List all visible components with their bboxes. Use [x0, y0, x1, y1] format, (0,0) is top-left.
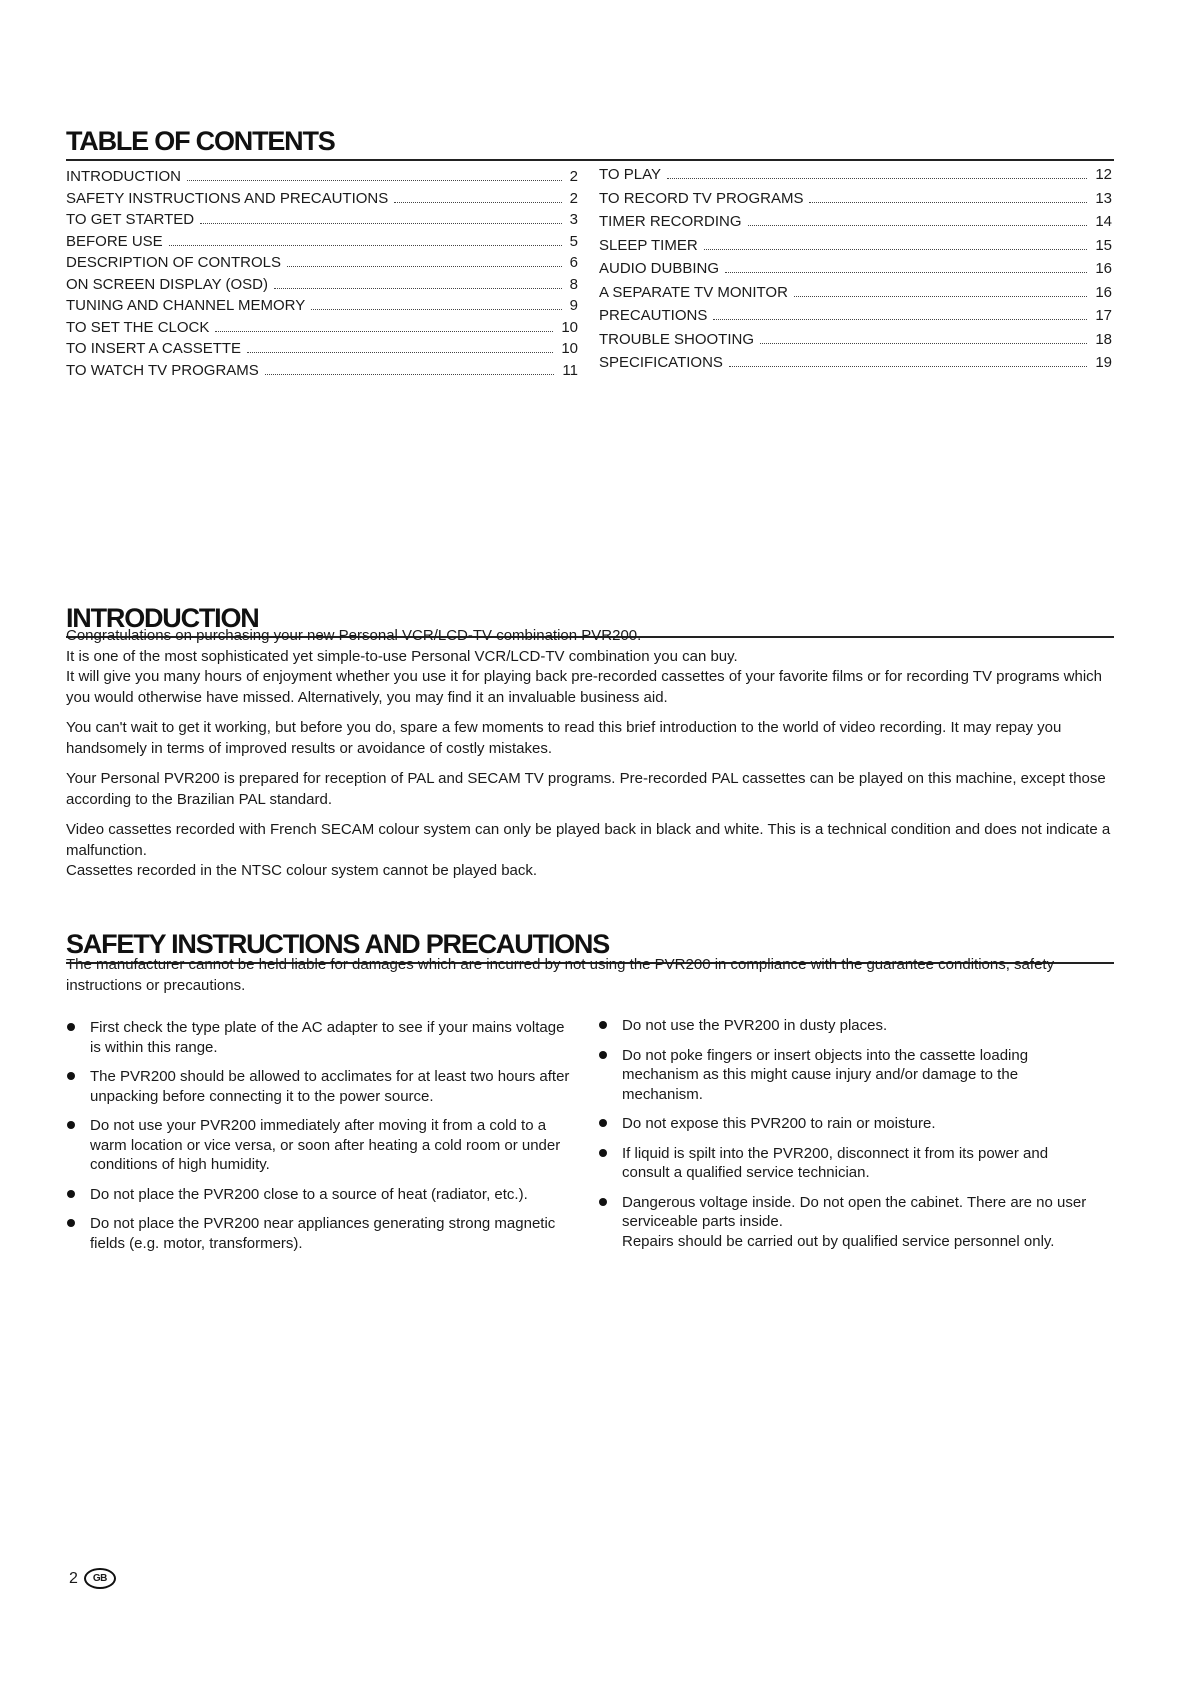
bullet-text: Do not use your PVR200 immediately after moving it from a cold to a warm location or vice versa, or soon after heating a cold room or under conditions of high humidity.: [90, 1117, 561, 1173]
toc-entry-label: TO INSERT A CASSETTE: [66, 340, 242, 357]
toc-leader-dots: [394, 187, 561, 203]
toc-entry[interactable]: [599, 304, 1112, 328]
toc-entry-page: 9: [569, 297, 578, 314]
list-item: [598, 1193, 1098, 1252]
list-item: [66, 1116, 578, 1175]
toc-entry-page: 16: [1095, 283, 1112, 301]
country-badge-icon: GB: [84, 1568, 116, 1589]
intro-paragraph: It will give you many hours of enjoyment whether you use it for playing back pre-recorded cassettes of your favorite films or for recording TV programs which you would otherwise have missed. Alternatively, you may find it an invaluable business aid.: [66, 668, 1103, 706]
toc-entry[interactable]: [599, 351, 1112, 375]
bullet-icon: [599, 1051, 607, 1059]
toc-entry[interactable]: [599, 281, 1112, 305]
toc-entry-label: TIMER RECORDING: [599, 213, 742, 230]
page-footer: [69, 1568, 116, 1589]
list-item: [598, 1016, 1098, 1036]
bullet-text: Dangerous voltage inside. Do not open the cabinet. There are no user serviceable parts inside.: [622, 1193, 1087, 1230]
toc-entry-page: 15: [1095, 236, 1112, 254]
toc-entry-page: 16: [1095, 260, 1112, 277]
toc-entry[interactable]: [66, 208, 578, 230]
toc-entry[interactable]: [599, 163, 1112, 187]
toc-entry-page: 19: [1095, 354, 1112, 371]
bullet-icon: [67, 1023, 75, 1031]
toc-entry[interactable]: [599, 257, 1112, 281]
intro-paragraph: It is one of the most sophisticated yet simple-to-use Personal VCR/LCD-TV combination you can buy.: [66, 647, 738, 665]
toc-entry-label: TO PLAY: [599, 166, 661, 183]
toc-entry-page: 13: [1095, 189, 1112, 207]
toc-leader-dots: [809, 187, 1087, 203]
bullet-icon: [599, 1021, 607, 1029]
toc-leader-dots: [729, 351, 1087, 367]
bullet-icon: [599, 1198, 607, 1206]
bullet-text: First check the type plate of the AC adapter to see if your mains voltage is within this range.: [90, 1019, 565, 1056]
toc-entry[interactable]: [66, 165, 578, 187]
toc-heading: TABLE OF CONTENTS: [66, 126, 1114, 161]
toc-entry-label: TROUBLE SHOOTING: [599, 330, 755, 348]
bullet-text: Do not place the PVR200 close to a source of heat (radiator, etc.).: [90, 1185, 528, 1203]
toc-entry-label: BEFORE USE: [66, 232, 163, 250]
toc-entry-label: SLEEP TIMER: [599, 236, 698, 254]
list-item: [598, 1144, 1098, 1183]
intro-paragraph: Congratulations on purchasing your new Personal VCR/LCD-TV combination PVR200.: [66, 627, 642, 644]
introduction-heading: INTRODUCTION: [66, 603, 1114, 638]
toc-entry[interactable]: [66, 316, 578, 338]
toc-entry[interactable]: [599, 328, 1112, 352]
page-number: 2: [69, 1569, 78, 1587]
toc-entry-label: TO GET STARTED: [66, 211, 195, 228]
toc-entry[interactable]: [66, 359, 578, 381]
toc-entry-page: 8: [569, 275, 578, 293]
toc-entry-page: 14: [1095, 213, 1112, 230]
toc-leader-dots: [713, 304, 1087, 320]
toc-entry-label: TO RECORD TV PROGRAMS: [599, 189, 804, 207]
list-item: [66, 1018, 578, 1057]
toc-entry[interactable]: [66, 187, 578, 209]
toc-left-column: [66, 165, 578, 380]
bullet-text: If liquid is spilt into the PVR200, disconnect it from its power and consult a qualified service technician.: [622, 1144, 1049, 1181]
bullet-icon: [599, 1119, 607, 1127]
toc-leader-dots: [200, 208, 562, 224]
toc-entry[interactable]: [66, 337, 578, 359]
toc-entry-page: 2: [569, 168, 578, 185]
toc-entry-label: DESCRIPTION OF CONTROLS: [66, 254, 282, 271]
bullet-text: Do not use the PVR200 in dusty places.: [622, 1017, 888, 1034]
intro-paragraph: Cassettes recorded in the NTSC colour system cannot be played back.: [66, 862, 538, 879]
toc-leader-dots: [311, 294, 561, 310]
toc-entry-page: 11: [562, 361, 578, 379]
toc-entry-page: 6: [569, 254, 578, 271]
toc-leader-dots: [274, 273, 562, 289]
toc-leader-dots: [760, 328, 1087, 344]
toc-entry[interactable]: [66, 294, 578, 316]
intro-paragraph: You can't wait to get it working, but before you do, spare a few moments to read this brief introduction to the world of video recording. It may repay you handsomely in terms of improved results or avoidance of costly mistakes.: [66, 719, 1062, 757]
toc-entry-page: 10: [561, 318, 578, 336]
toc-leader-dots: [187, 165, 562, 181]
toc-entry-page: 3: [569, 211, 578, 228]
toc-entry-label: PRECAUTIONS: [599, 307, 708, 324]
toc-entry-label: AUDIO DUBBING: [599, 260, 720, 277]
bullet-text-continuation: Repairs should be carried out by qualified service personnel only.: [622, 1232, 1055, 1250]
toc-entry-label: INTRODUCTION: [66, 168, 181, 185]
bullet-text: The PVR200 should be allowed to acclimates for at least two hours after unpacking before connecting it to the power source.: [90, 1068, 570, 1105]
toc-entry[interactable]: [66, 273, 578, 295]
intro-paragraph: Video cassettes recorded with French SECAM colour system can only be played back in black and white. This is a technical condition and does not indicate a malfunction.: [66, 821, 1111, 859]
bullet-text: Do not poke fingers or insert objects into the cassette loading mechanism as this might cause injury and/or damage to the mechanism.: [622, 1046, 1029, 1103]
toc-leader-dots: [169, 230, 562, 246]
list-item: [598, 1046, 1098, 1105]
bullet-icon: [599, 1149, 607, 1157]
toc-entry-page: 5: [569, 232, 578, 250]
toc-entry[interactable]: [599, 210, 1112, 234]
safety-list-right: [598, 1016, 1098, 1261]
toc-leader-dots: [704, 234, 1088, 250]
toc-entry-label: SPECIFICATIONS: [599, 354, 723, 371]
list-item: [598, 1114, 1098, 1134]
toc-leader-dots: [287, 251, 562, 267]
bullet-text: Do not place the PVR200 near appliances generating strong magnetic fields (e.g. motor, transformers).: [90, 1215, 556, 1252]
toc-entry-page: 10: [561, 340, 578, 357]
list-item: [66, 1214, 578, 1253]
toc-entry-label: TUNING AND CHANNEL MEMORY: [66, 297, 306, 314]
toc-entry-label: TO SET THE CLOCK: [66, 318, 210, 336]
bullet-icon: [67, 1219, 75, 1227]
toc-entry[interactable]: [66, 230, 578, 252]
safety-lead-paragraph: The manufacturer cannot be held liable for damages which are incurred by not using the PVR200 in compliance with the guarantee conditions, safety instructions or precautions.: [66, 956, 1055, 994]
toc-entry[interactable]: [599, 187, 1112, 211]
toc-entry-label: SAFETY INSTRUCTIONS AND PRECAUTIONS: [66, 189, 389, 207]
safety-heading: SAFETY INSTRUCTIONS AND PRECAUTIONS: [66, 929, 1114, 964]
introduction-body: [66, 626, 1116, 892]
toc-leader-dots: [215, 316, 553, 332]
list-item: [66, 1185, 578, 1205]
bullet-text: Do not expose this PVR200 to rain or moisture.: [622, 1115, 936, 1132]
toc-entry-page: 17: [1095, 307, 1112, 324]
bullet-icon: [67, 1121, 75, 1129]
toc-entry-page: 2: [569, 189, 578, 207]
toc-leader-dots: [725, 257, 1087, 273]
toc-entry[interactable]: [599, 234, 1112, 258]
intro-paragraph: Your Personal PVR200 is prepared for reception of PAL and SECAM TV programs. Pre-recorded PAL cassettes can be played on this machine, except those according to the Brazilian PAL standard.: [66, 770, 1106, 808]
list-item: [66, 1067, 578, 1106]
toc-right-column: [599, 163, 1112, 375]
toc-entry-label: ON SCREEN DISPLAY (OSD): [66, 275, 268, 293]
toc-entry-label: TO WATCH TV PROGRAMS: [66, 361, 259, 379]
toc-entry-page: 18: [1095, 330, 1112, 348]
toc-entry[interactable]: [66, 251, 578, 273]
toc-leader-dots: [247, 337, 553, 353]
toc-entry-page: 12: [1095, 166, 1112, 183]
toc-leader-dots: [748, 210, 1088, 226]
bullet-icon: [67, 1190, 75, 1198]
toc-leader-dots: [265, 359, 555, 375]
toc-entry-label: A SEPARATE TV MONITOR: [599, 283, 788, 301]
toc-leader-dots: [794, 281, 1087, 297]
bullet-icon: [67, 1072, 75, 1080]
toc-leader-dots: [667, 163, 1087, 179]
safety-list-left: [66, 1018, 578, 1263]
